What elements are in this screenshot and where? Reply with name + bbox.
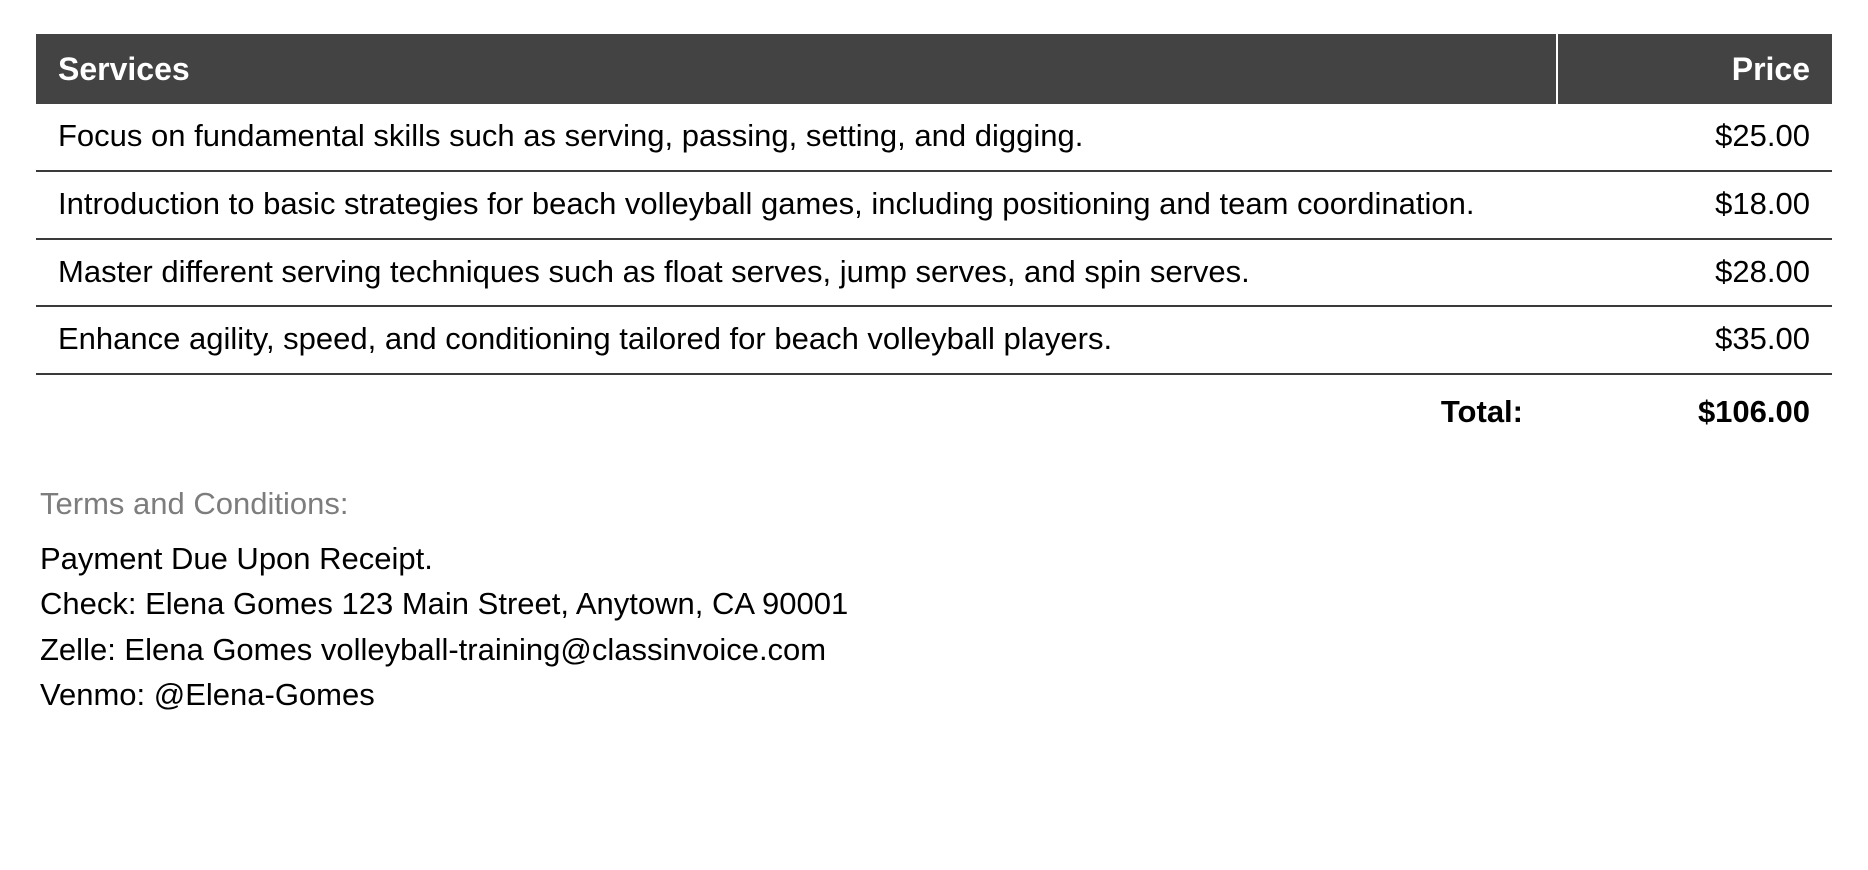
table-row <box>36 171 1832 239</box>
service-price: $35.00 <box>1557 306 1832 374</box>
terms-line-zelle: Zelle: Elena Gomes volleyball-training@classinvoice.com <box>40 631 827 667</box>
service-price: $25.00 <box>1557 104 1832 171</box>
table-body <box>36 104 1832 446</box>
total-value: $106.00 <box>1697 394 1810 430</box>
terms-line-check: Check: Elena Gomes 123 Main Street, Anytown, CA 90001 <box>40 586 849 622</box>
total-label: Total: <box>1440 394 1523 430</box>
table-row <box>36 306 1832 374</box>
column-header-price: Price <box>1557 34 1832 104</box>
table-header-row <box>36 34 1832 104</box>
services-table <box>36 34 1832 446</box>
service-description: Introduction to basic strategies for beach volleyball games, including positioning and team coordination. <box>36 171 1557 239</box>
column-header-services: Services <box>58 50 190 87</box>
total-row <box>36 374 1832 446</box>
service-description: Master different serving techniques such as float serves, jump serves, and spin serves. <box>36 239 1557 307</box>
table-row <box>36 239 1832 307</box>
table-header <box>36 34 1832 104</box>
terms-and-conditions <box>40 486 1868 717</box>
service-price: $18.00 <box>1557 171 1832 239</box>
service-description: Enhance agility, speed, and conditioning tailored for beach volleyball players. <box>36 306 1557 374</box>
terms-line-payment: Payment Due Upon Receipt. <box>40 541 433 577</box>
terms-line-venmo: Venmo: @Elena-Gomes <box>40 676 375 712</box>
service-description: Focus on fundamental skills such as serving, passing, setting, and digging. <box>36 104 1557 171</box>
terms-title: Terms and Conditions: <box>40 486 349 522</box>
service-price: $28.00 <box>1557 239 1832 307</box>
table-row <box>36 104 1832 171</box>
